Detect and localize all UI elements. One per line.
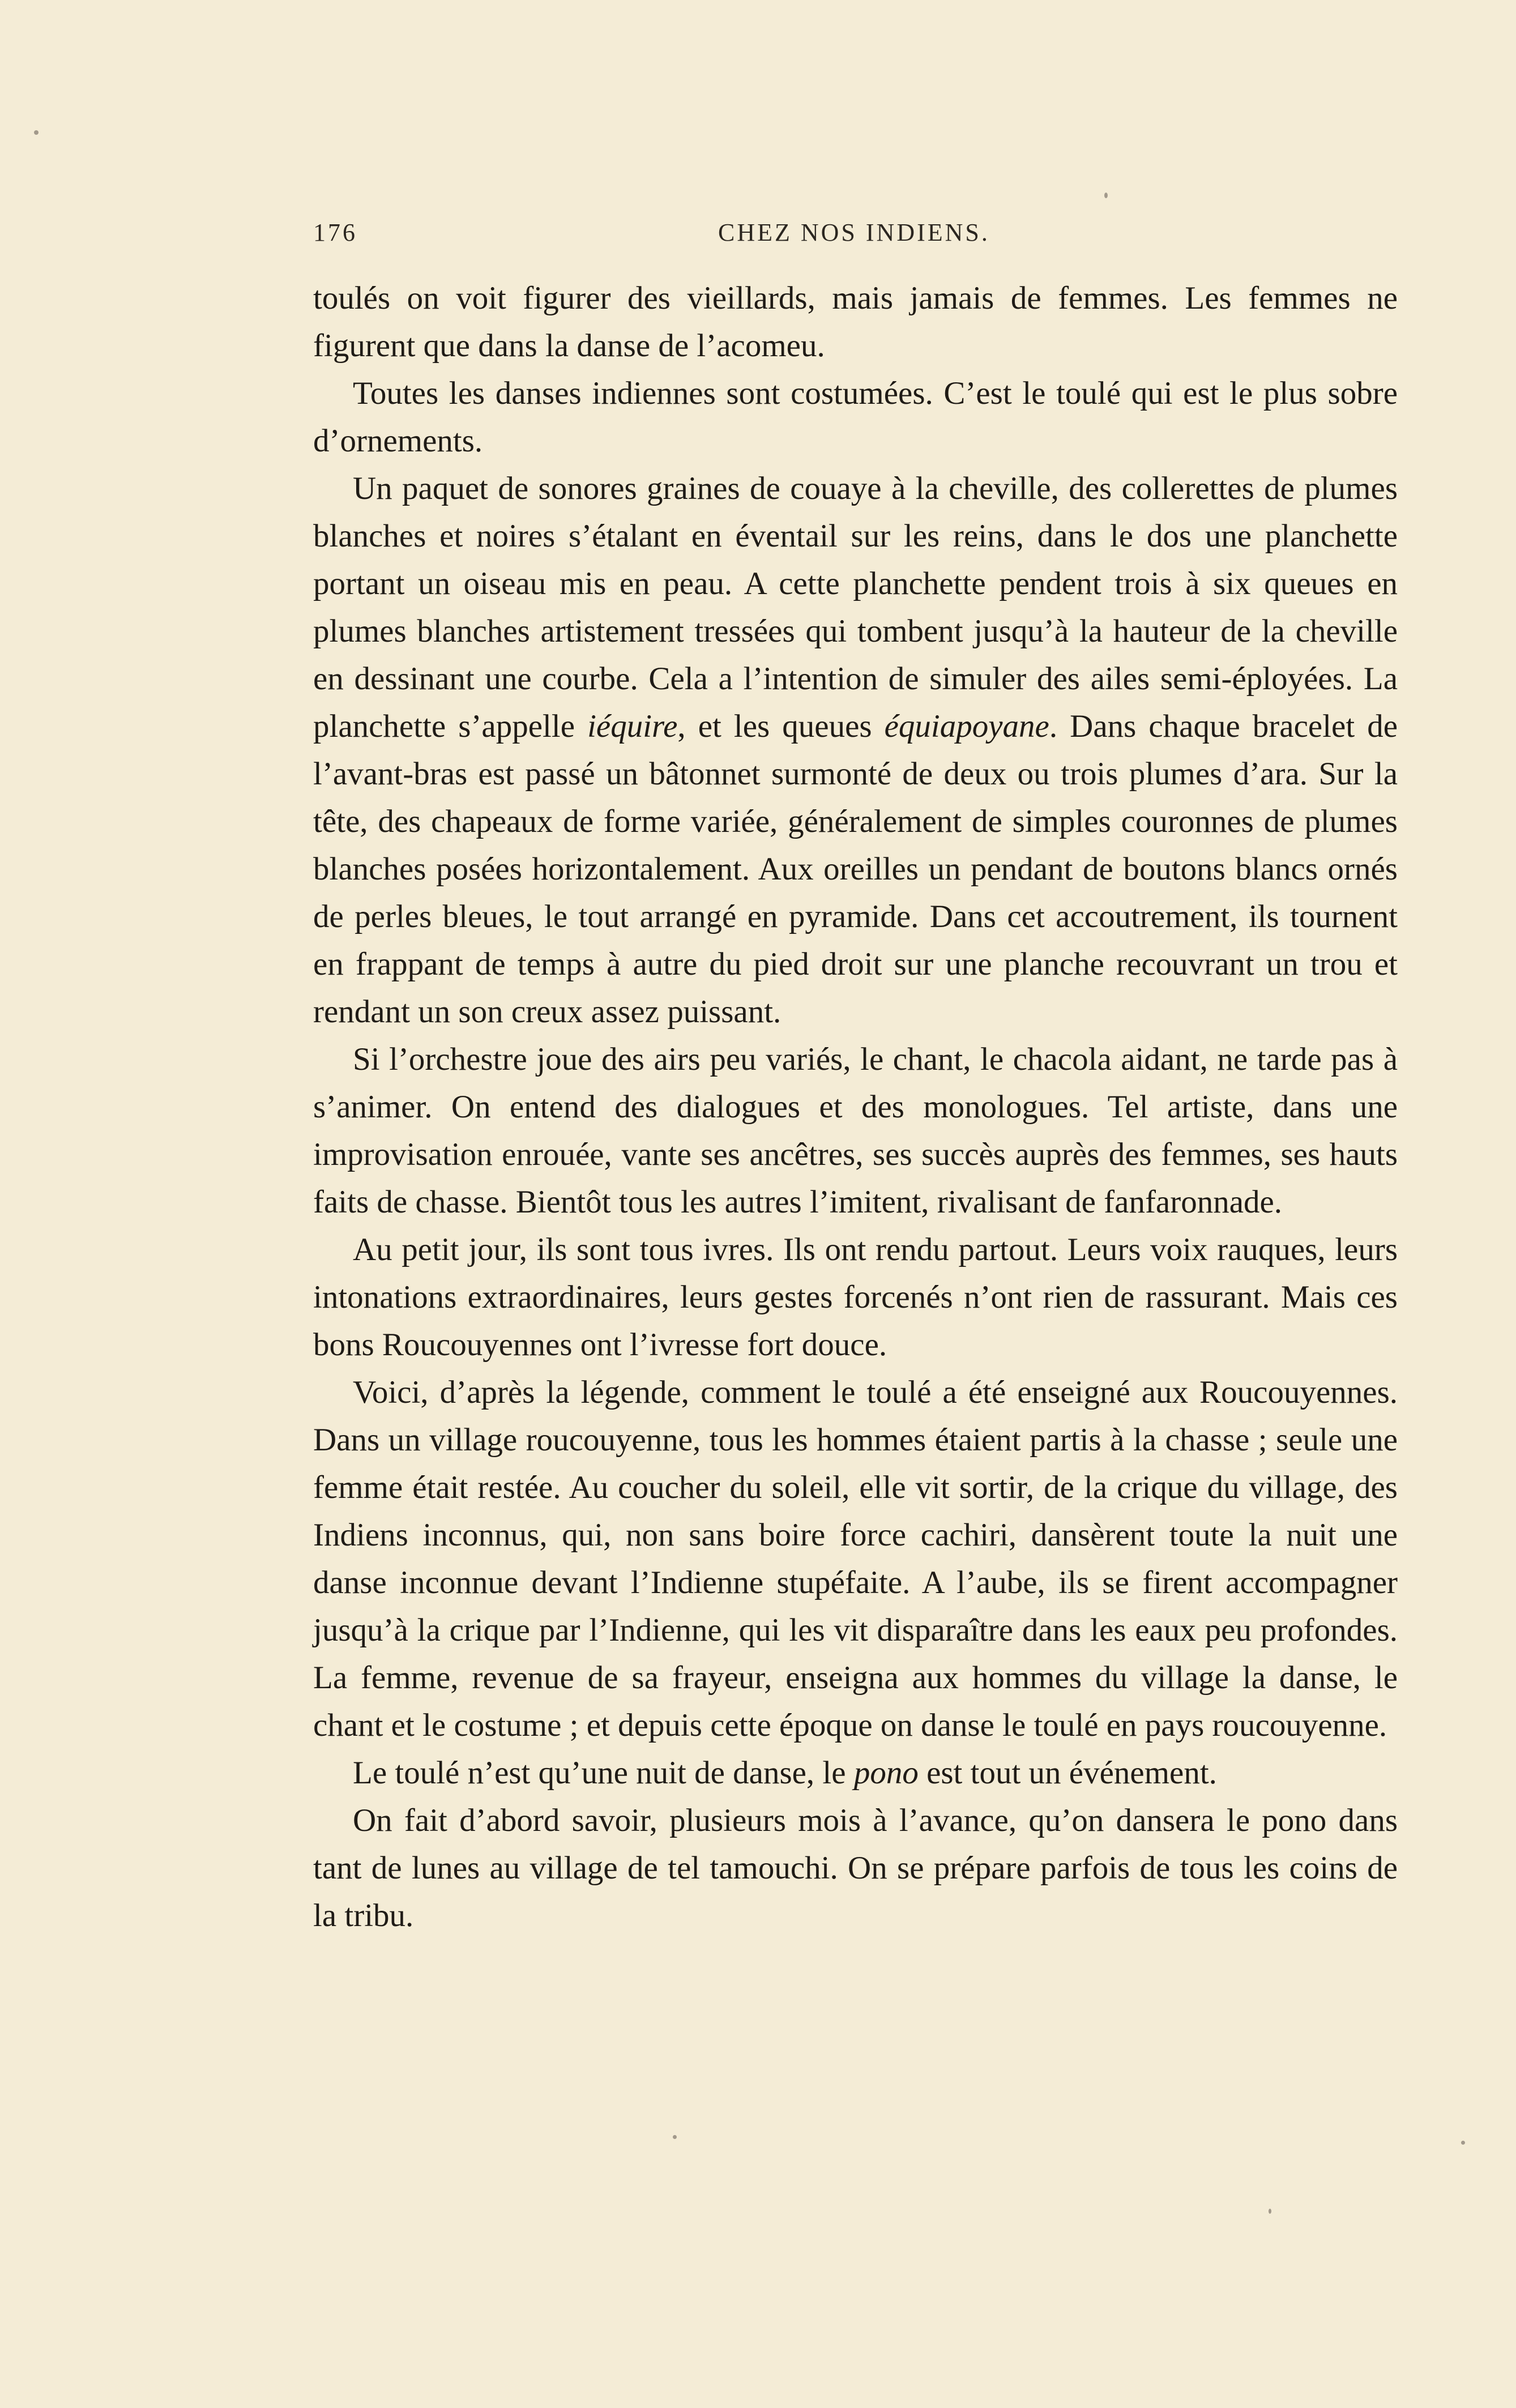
paper-speck [34, 130, 39, 135]
paragraph-2: Toutes les danses indiennes sont costumées. C’est le toulé qui est le plus sobre d’ornements. [313, 375, 1398, 459]
term-pono: pono [853, 1755, 919, 1791]
paper-speck [1461, 2141, 1465, 2145]
paper-speck [1104, 193, 1108, 198]
paragraph-3-mid: , et les queues [677, 708, 872, 744]
paragraph-3 [313, 465, 1398, 1036]
paragraph-8: On fait d’abord savoir, plusieurs mois à l’avance, qu’on dansera le pono dans tant de lunes au village de tel tamouchi. On se prépare parfois de tous les coins de la tribu. [313, 1803, 1398, 1933]
paragraph-3-start: Un paquet de sonores graines de couaye à la cheville, des collerettes de plumes blanches et noires s’étalant en éventail sur les reins, dans le dos une planchette portant un oiseau mis en peau. A cette planchette pendent trois à six queues en plumes blanches artistement tressées qui tombent jusqu’à la hauteur de la cheville en dessinant une courbe. Cela a l’intention de simuler des ailes semi-éployées. La planchette s’appelle [313, 471, 1398, 744]
page-number: 176 [313, 219, 357, 246]
page-header [313, 218, 1398, 258]
paragraph-7 [313, 1749, 1398, 1797]
paper-speck [673, 2135, 677, 2139]
paragraph-7-start: Le toulé n’est qu’une nuit de danse, le [353, 1755, 846, 1791]
term-equiapoyane: équiapoyane [884, 708, 1049, 744]
term-iequire: iéquire [587, 708, 678, 744]
paragraph-7-end: est tout un événement. [926, 1755, 1217, 1791]
paragraph-1: toulés on voit figurer des vieillards, mais jamais de femmes. Les femmes ne figurent que dans la danse de l’acomeu. [313, 280, 1398, 364]
paragraph-4: Si l’orchestre joue des airs peu variés, le chant, le chacola aidant, ne tarde pas à s’animer. On entend des dialogues et des monologues. Tel artiste, dans une improvisation enrouée, vante ses ancêtres, ses succès auprès des femmes, ses hauts faits de chasse. Bientôt tous les autres l’imitent, rivalisant de fanfaronnade. [313, 1041, 1398, 1220]
paragraph-6: Voici, d’après la légende, comment le toulé a été enseigné aux Roucouyennes. Dans un village roucouyenne, tous les hommes étaient partis à la chasse ; seule une femme était restée. Au coucher du soleil, elle vit sortir, de la crique du village, des Indiens inconnus, qui, non sans boire force cachiri, dansèrent toute la nuit une danse inconnue devant l’Indienne stupéfaite. A l’aube, ils se firent accompagner jusqu’à la crique par l’Indienne, qui les vit disparaître dans les eaux peu profondes. La femme, revenue de sa frayeur, enseigna aux hommes du village la danse, le chant et le costume ; et depuis cette époque on danse le toulé en pays roucouyenne. [313, 1374, 1398, 1743]
body-text [313, 275, 1398, 1940]
running-title: CHEZ NOS INDIENS. [718, 219, 990, 246]
paragraph-3-rest: . Dans chaque bracelet de l’avant-bras est passé un bâtonnet surmonté de deux ou trois plumes d’ara. Sur la tête, des chapeaux de forme variée, généralement de simples couronnes de plumes blanches posées horizontalement. Aux oreilles un pendant de boutons blancs ornés de perles bleues, le tout arrangé en pyramide. Dans cet accoutrement, ils tournent en frappant de temps à autre du pied droit sur une planche recouvrant un trou et rendant un son creux assez puissant. [313, 708, 1398, 1030]
paper-speck [1269, 2209, 1271, 2214]
paragraph-5: Au petit jour, ils sont tous ivres. Ils ont rendu partout. Leurs voix rauques, leurs intonations extraordinaires, leurs gestes forcenés n’ont rien de rassurant. Mais ces bons Roucouyennes ont l’ivresse fort douce. [313, 1232, 1398, 1363]
